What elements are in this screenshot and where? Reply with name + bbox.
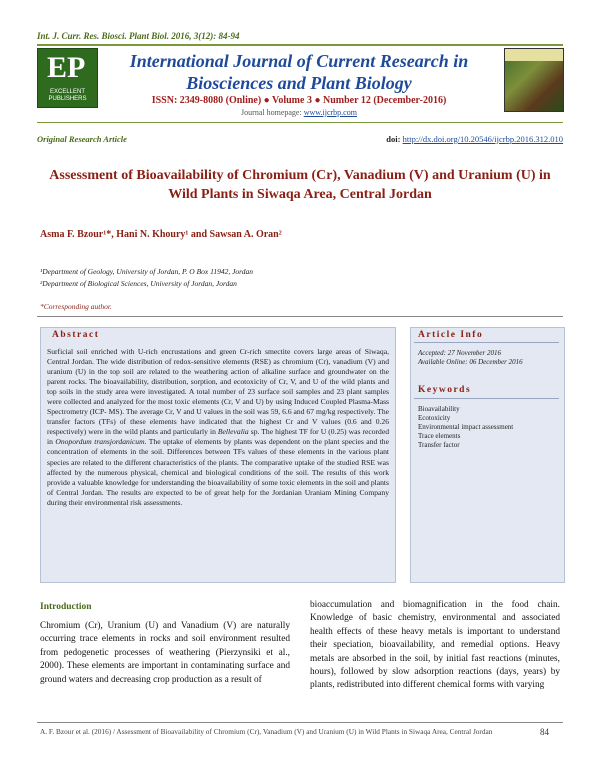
- homepage-link[interactable]: www.ijcrbp.com: [303, 108, 357, 117]
- header-rule: [37, 44, 563, 46]
- journal-title: International Journal of Current Research in Biosciences and Plant Biology: [129, 51, 469, 93]
- available-date: Available Online: 06 December 2016: [418, 358, 523, 366]
- article-info-rule: [414, 342, 559, 343]
- introduction-right-column: bioaccumulation and biomagnification in the food chain. Knowledge of basic chemistry, environmental and associated health effects of these heavy metals is important to understand their speciation, bioavailability, and remedial options. Heavy metals are absorbed in the soil, by initial fast reactions (minutes, hours), followed by slow adsorption reactions (days, years) by plants, redistributed into different chemical forms with varying: [310, 600, 560, 691]
- corresponding-author: *Corresponding author.: [40, 302, 112, 311]
- logo-publisher-text: EXCELLENT PUBLISHERS: [48, 89, 87, 102]
- introduction-heading: Introduction: [40, 602, 92, 612]
- abstract-part-3: . The uptake of elements by plants was dependent on the plant species and the concentration of elements in the soil. Differences between TFs values of these elements in the various plant species are related to the different characteristics of the plants. The comparative uptake of the studied RSE was affected by the numerous physical, chemical and biological conditions of the soil. The results of this work provide a valuable knowledge for understanding the bioavailability of some toxic elements in the soil and plants of Central Jordan. The results are expected to be of great help for the Jordanian Uraniam Mining Company during their environmental risk assessments.: [47, 437, 389, 507]
- abstract-heading: Abstract: [52, 330, 100, 340]
- logo-letter-p: P: [67, 51, 86, 84]
- keyword-item: Trace elements: [418, 432, 461, 440]
- publisher-logo: [37, 48, 98, 108]
- homepage-label: Journal homepage:: [241, 108, 302, 117]
- article-title: Assessment of Bioavailability of Chromium (Cr), Vanadium (V) and Uranium (U) in Wild Plants in Siwaqa Area, Central Jordan: [49, 168, 551, 202]
- keyword-item: Transfer factor: [418, 441, 460, 449]
- article-info-heading: Article Info: [418, 330, 484, 340]
- doi-link[interactable]: http://dx.doi.org/10.20546/ijcrbp.2016.312.010: [402, 134, 563, 144]
- section-rule: [37, 316, 563, 317]
- page-number: 84: [540, 727, 549, 737]
- affiliation-2: ²Department of Biological Sciences, University of Jordan, Jordan: [40, 279, 237, 288]
- keyword-item: Bioavailability: [418, 405, 460, 413]
- keywords-heading: Keywords: [418, 385, 472, 395]
- accepted-date: Accepted: 27 November 2016: [418, 349, 501, 357]
- introduction-left-column: Chromium (Cr), Uranium (U) and Vanadium (V) are naturally occurring trace elements in rocks and soil environment resulted from pedogenetic processes of weathering (Pierzynsiki et al., 2000). These elements are important in contaminating surface and ground waters and decreasing crop production as a result of: [40, 621, 290, 685]
- footer-citation: A. F. Bzour et al. (2016) / Assessment of Bioavailability of Chromium (Cr), Vanadium (V) and Uranium (U) in Wild Plants in Siwaqa Area, Central Jordan: [40, 727, 493, 736]
- journal-cover-image: [504, 48, 564, 112]
- abstract-text: [47, 347, 389, 508]
- logo-letter-e: E: [47, 51, 68, 84]
- abstract-part-2: sp. The highest TF for U (0.25) was recorded in: [47, 427, 390, 447]
- journal-homepage: [98, 108, 500, 117]
- doi-line: [310, 134, 563, 144]
- cover-band: [505, 49, 563, 61]
- article-type: Original Research Article: [37, 134, 127, 144]
- running-head: Int. J. Curr. Res. Biosci. Plant Biol. 2016, 3(12): 84-94: [37, 31, 240, 41]
- doi-label: doi:: [386, 134, 401, 144]
- keyword-item: Ecotoxicity: [418, 414, 451, 422]
- abstract-part-1: Surficial soil enriched with U-rich encrustations and green Cr-rich smectite covers large areas of Siwaqa, Central Jordan. The wide distribution of redox-sensitive elements (RSE) as chromium (Cr), vanadium (V) and uranium (U) in the top soil are related to the weathering action of alkaline surface and groundwater on the parent rocks. The bioavailability, distribution, sorption, and ecotoxicity of Cr, V, and U of the wild plants and top soils in the study area were investigated. A total number of 23 surface soil samples and 23 plant samples were collected and analyzed for the most toxic elements (Cr, V and U) by using Induced Coupled Plasma-Mass Spectrometry (ICP- MS). The average Cr, V and U values in the soil was 59, 6.6 and 67 mg/kg respectively. The transfer factors (TFs) of these elements have indicated that the highest Cr and V values (0.6 and 0.26 respectively) were in the wild plants and particularly in: [47, 347, 389, 437]
- keywords-rule: [414, 398, 559, 399]
- issn-line: ISSN: 2349-8080 (Online) ● Volume 3 ● Number 12 (December-2016): [151, 95, 447, 106]
- abstract-species-2: Onopordum transjordanicum: [55, 437, 145, 447]
- abstract-species-1: Bellevalia: [217, 427, 249, 437]
- author-list: Asma F. Bzour¹*, Hani N. Khoury¹ and Sawsan A. Oran²: [40, 229, 282, 240]
- footer-rule: [37, 722, 563, 723]
- header-bottom-rule: [37, 122, 563, 123]
- keyword-item: Environmental impact assessment: [418, 423, 514, 431]
- affiliation-1: ¹Department of Geology, University of Jordan, P. O Box 11942, Jordan: [40, 267, 254, 276]
